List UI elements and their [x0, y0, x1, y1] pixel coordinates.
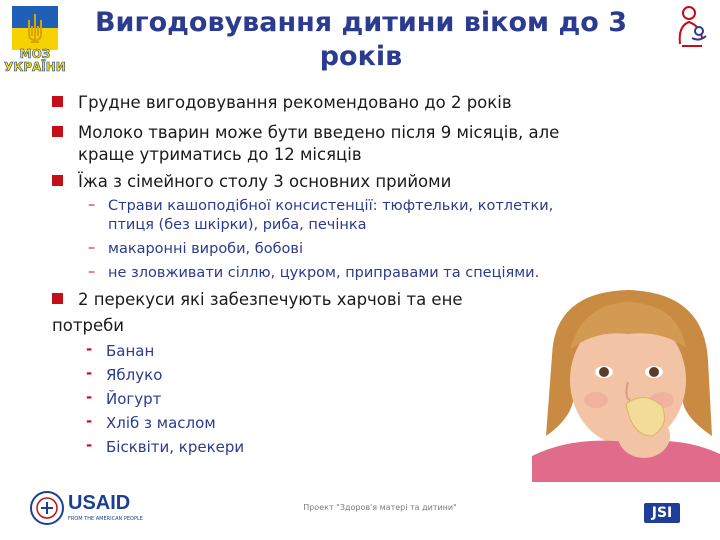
moz-ukraine-logo: [4, 4, 66, 86]
bullet-snacks-line1: 2 перекуси які забезпечують харчові та ене: [78, 290, 463, 309]
bullet-snacks-line2: потреби: [52, 316, 125, 335]
trident-icon: [27, 12, 43, 46]
ukraine-flag-icon: [12, 6, 58, 50]
snack-marker: -: [86, 364, 93, 382]
snack-marker: -: [86, 436, 93, 454]
usaid-wordmark: USAID: [68, 492, 131, 514]
snack-marker: -: [86, 412, 93, 430]
bullet-square: [52, 126, 63, 137]
snack-item: Яблуко: [106, 366, 163, 384]
sub-item-consistency-line2: птиця (без шкірки), риба, печінка: [108, 217, 367, 233]
project-footer: Проект "Здоров'я матері та дитини": [303, 503, 457, 512]
bullet-animal-milk-line2: краще утриматись до 12 місяців: [78, 145, 362, 164]
sub-item-pasta-legumes: макаронні вироби, бобові: [108, 241, 303, 257]
slide-title: Вигодовування дитини віком до 3 років: [94, 7, 628, 72]
mother-child-icon: [672, 4, 716, 50]
snack-item: Йогурт: [106, 390, 162, 408]
usaid-tagline: FROM THE AMERICAN PEOPLE: [68, 516, 143, 522]
sub-item-consistency-line1: Страви кашоподібної консистенції: тюфтельки, котлетки,: [108, 198, 554, 214]
bullet-family-food: Їжа з сімейного столу 3 основних прийоми: [78, 172, 452, 191]
snack-item: Хліб з маслом: [106, 414, 216, 432]
sub-bullet-dash: –: [88, 197, 96, 213]
jsi-logo: JSI: [644, 503, 680, 523]
sub-bullet-dash: –: [88, 264, 96, 280]
sub-item-salt-sugar: не зловживати сіллю, цукром, приправами та спеціями.: [108, 265, 540, 281]
logo-text-moz: МОЗ: [19, 47, 51, 61]
logo-text-ukrainy: УКРАЇНИ: [4, 60, 66, 74]
snack-marker: -: [86, 388, 93, 406]
bullet-breastfeeding: Грудне вигодовування рекомендовано до 2 років: [78, 93, 512, 112]
bullet-animal-milk-line1: Молоко тварин може бути введено після 9 місяців, але: [78, 123, 560, 142]
sub-bullet-dash: –: [88, 240, 96, 256]
snack-item: Бісквіти, крекери: [106, 438, 245, 456]
child-eating-photo: [532, 286, 720, 482]
bullet-square: [52, 293, 63, 304]
snack-item: Банан: [106, 342, 155, 360]
bullet-square: [52, 175, 63, 186]
snack-marker: -: [86, 340, 93, 358]
bullet-square: [52, 96, 63, 107]
